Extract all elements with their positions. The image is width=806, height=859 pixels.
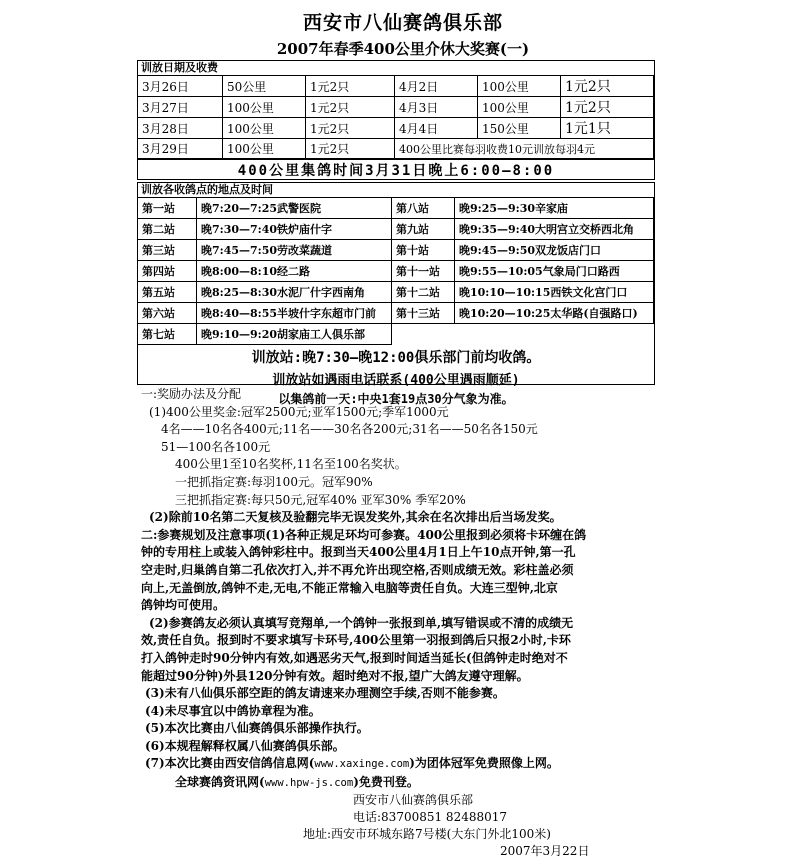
club-phone: 电话:83700851 82488017 [353, 810, 508, 824]
rule-line: (6)本规程解释权属八仙赛鸽俱乐部。 [145, 738, 345, 753]
table-cell: 晚8:25—8:30水泥厂什字西南角 [197, 282, 392, 303]
stations-table [137, 197, 654, 345]
rules-section [141, 386, 661, 793]
rule-line: 钟的专用柱上或装入鸽钟彩柱中。报到当天400公里4月1日上午10点开钟,第一孔 [141, 545, 576, 560]
table-cell: 第三站 [138, 240, 197, 261]
club-address: 地址:西安市环城东路7号楼(大东门外北100米) [303, 827, 551, 841]
schedule-box [137, 60, 655, 180]
rule-line: 三把抓指定赛:每只50元,冠军40% 亚军30% 季军20% [175, 492, 466, 507]
table-cell: 第五站 [138, 282, 197, 303]
table-cell: 3月26日 [138, 76, 223, 97]
table-cell: 100公里 [223, 97, 306, 118]
table-cell: 3月28日 [138, 118, 223, 139]
rule-line: (1)400公里奖金:冠军2500元;亚军1500元;季军1000元 [149, 404, 449, 419]
training-note-2: 训放站如遇雨电话联系(400公里遇雨顺延) [272, 373, 520, 388]
rule-line: (2)除前10名第二天复核及验翻完毕无误发奖外,其余在名次排出后当场发奖。 [149, 510, 562, 525]
table-row [138, 118, 654, 139]
table-cell: 第二站 [138, 219, 197, 240]
table-cell: 1元2只 [306, 76, 395, 97]
table-cell: 1元2只 [306, 118, 395, 139]
table-cell: 晚7:30—7:40铁炉庙什字 [197, 219, 392, 240]
table-cell: 150公里 [478, 118, 561, 139]
table-cell: 第一站 [138, 198, 197, 219]
rule-line: 能超过90分钟)外县120分钟有效。超时绝对不报,望广大鸽友遵守理解。 [141, 668, 529, 683]
table-cell: 第八站 [392, 198, 455, 219]
table-cell: 1元2只 [561, 97, 654, 118]
table-cell: 第四站 [138, 261, 197, 282]
table-cell: 晚9:10—9:20胡家庙工人俱乐部 [197, 324, 392, 345]
table-cell: 晚9:25—9:30辛家庙 [455, 198, 654, 219]
gather-time: 400公里集鸽时间3月31日晚上6:00—8:00 [138, 159, 654, 183]
table-row [138, 240, 654, 261]
table-cell: 晚7:20—7:25武警医院 [197, 198, 392, 219]
table-cell: 晚8:00—8:10经二路 [197, 261, 392, 282]
rule-8-text: 全球赛鸽资讯网( [175, 775, 265, 790]
table-cell: 1元1只 [561, 118, 654, 139]
rule-line: 空走时,归巢鸽自第二孔依次打入,并不再允许出现空格,否则成绩无效。彩柱盖必须 [141, 562, 574, 577]
rule-7-text: (7)本次比赛由西安信鸽信息网( [145, 756, 315, 771]
table-row [138, 219, 654, 240]
document-date: 2007年3月22日 [500, 844, 590, 858]
rule-line: (4)未尽事宜以中鸽协章程为准。 [145, 703, 321, 718]
table-cell: 第九站 [392, 219, 455, 240]
rules-heading: 一:奖励办法及分配 [141, 387, 242, 401]
table-cell: 100公里 [478, 76, 561, 97]
rule-8-tail: )免费刊登。 [353, 775, 419, 790]
page-title: 西安市八仙赛鸽俱乐部 [302, 12, 503, 34]
table-cell: 100公里 [478, 97, 561, 118]
table-cell: 第十二站 [392, 282, 455, 303]
training-note-1: 训放站:晚7:30—晚12:00俱乐部门前均收鸽。 [251, 350, 541, 366]
table-row [138, 198, 654, 219]
table-cell: 第六站 [138, 303, 197, 324]
table-cell: 晚9:55—10:05气象局门口路西 [455, 261, 654, 282]
table-row [138, 76, 654, 97]
table-cell: 100公里 [223, 118, 306, 139]
page-subtitle: 2007年春季400公里介休大奖赛(一) [276, 40, 530, 58]
rule-line [141, 755, 661, 774]
table-cell: 晚10:10—10:15西铁文化宫门口 [455, 282, 654, 303]
table-row [138, 282, 654, 303]
table-row [138, 303, 654, 324]
club-signature: 西安市八仙赛鸽俱乐部 [353, 793, 474, 807]
rule-line: (2)参赛鸽友必须认真填写竞翔单,一个鸽钟一张报到单,填写错误或不清的成绩无 [149, 615, 574, 630]
table-row [138, 261, 654, 282]
rule-line: 4名——10名各400元;11名——30名各200元;31名——50名各150元 [161, 422, 538, 437]
rule-line: 51—100名各100元 [161, 439, 271, 454]
table-cell: 第十站 [392, 240, 455, 261]
table-cell: 晚8:40—8:55半坡什字东超市门前 [197, 303, 392, 324]
table-cell: 50公里 [223, 76, 306, 97]
table-cell: 4月4日 [395, 118, 478, 139]
rule-line: (3)未有八仙俱乐部空距的鸽友请速来办理测空手续,否则不能参赛。 [145, 686, 505, 701]
table-row [138, 97, 654, 118]
table-cell: 晚9:35—9:40大明宫立交桥西北角 [455, 219, 654, 240]
fee-note: 400公里比赛每羽收费10元训放每羽4元 [395, 139, 654, 159]
rule-line: 向上,无盖倒放,鸽钟不走,无电,不能正常输入电脑等责任自负。大连三型钟,北京 [141, 580, 558, 595]
stations-label: 训放各收鸽点的地点及时间 [141, 183, 273, 196]
rule-line: (5)本次比赛由八仙赛鸽俱乐部操作执行。 [145, 721, 369, 736]
table-cell: 第十三站 [392, 303, 455, 324]
table-cell: 1元2只 [561, 76, 654, 97]
table-cell [455, 324, 654, 345]
table-cell: 3月29日 [138, 139, 223, 159]
table-row [138, 324, 654, 345]
rule-line: 打入鸽钟走时90分钟内有效,如遇恶劣天气,报到时间适当延长(但鸽钟走时绝对不 [141, 650, 568, 665]
website-link[interactable]: www.xaxinge.com [314, 758, 410, 771]
rule-7-tail: )为团体冠军免费照像上网。 [409, 756, 559, 771]
table-cell: 晚9:45—9:50双龙饭店门口 [455, 240, 654, 261]
rule-line [141, 774, 661, 793]
website-link[interactable]: www.hpw-js.com [264, 777, 354, 790]
table-cell: 4月3日 [395, 97, 478, 118]
table-cell: 100公里 [223, 139, 306, 159]
table-row [138, 139, 654, 159]
rule-line: 鸽钟均可使用。 [141, 598, 226, 613]
rule-line: 二:参赛规划及注意事项(1)各种正规足环均可参赛。400公里报到必须将卡环缠在鸽 [141, 527, 587, 542]
table-cell: 第十一站 [392, 261, 455, 282]
table-cell: 1元2只 [306, 97, 395, 118]
schedule-label: 训放日期及收费 [141, 61, 218, 74]
rule-line: 一把抓指定赛:每羽100元。冠军90% [175, 474, 373, 489]
table-cell [392, 324, 455, 345]
rule-line: 400公里1至10名奖杯,11名至100名奖状。 [175, 457, 407, 472]
table-cell: 4月2日 [395, 76, 478, 97]
table-cell: 晚7:45—7:50劳改菜蔬道 [197, 240, 392, 261]
table-cell: 3月27日 [138, 97, 223, 118]
table-cell: 晚10:20—10:25太华路(自强路口) [455, 303, 654, 324]
rule-line: 效,责任自负。报到时不要求填写卡环号,400公里第一羽报到鸽后只报2小时,卡环 [141, 633, 571, 648]
table-cell: 1元2只 [306, 139, 395, 159]
schedule-table [137, 75, 654, 159]
training-note-3: 以集鸽前一天:中央1套19点30分气象为准。 [278, 392, 514, 406]
table-cell: 第七站 [138, 324, 197, 345]
